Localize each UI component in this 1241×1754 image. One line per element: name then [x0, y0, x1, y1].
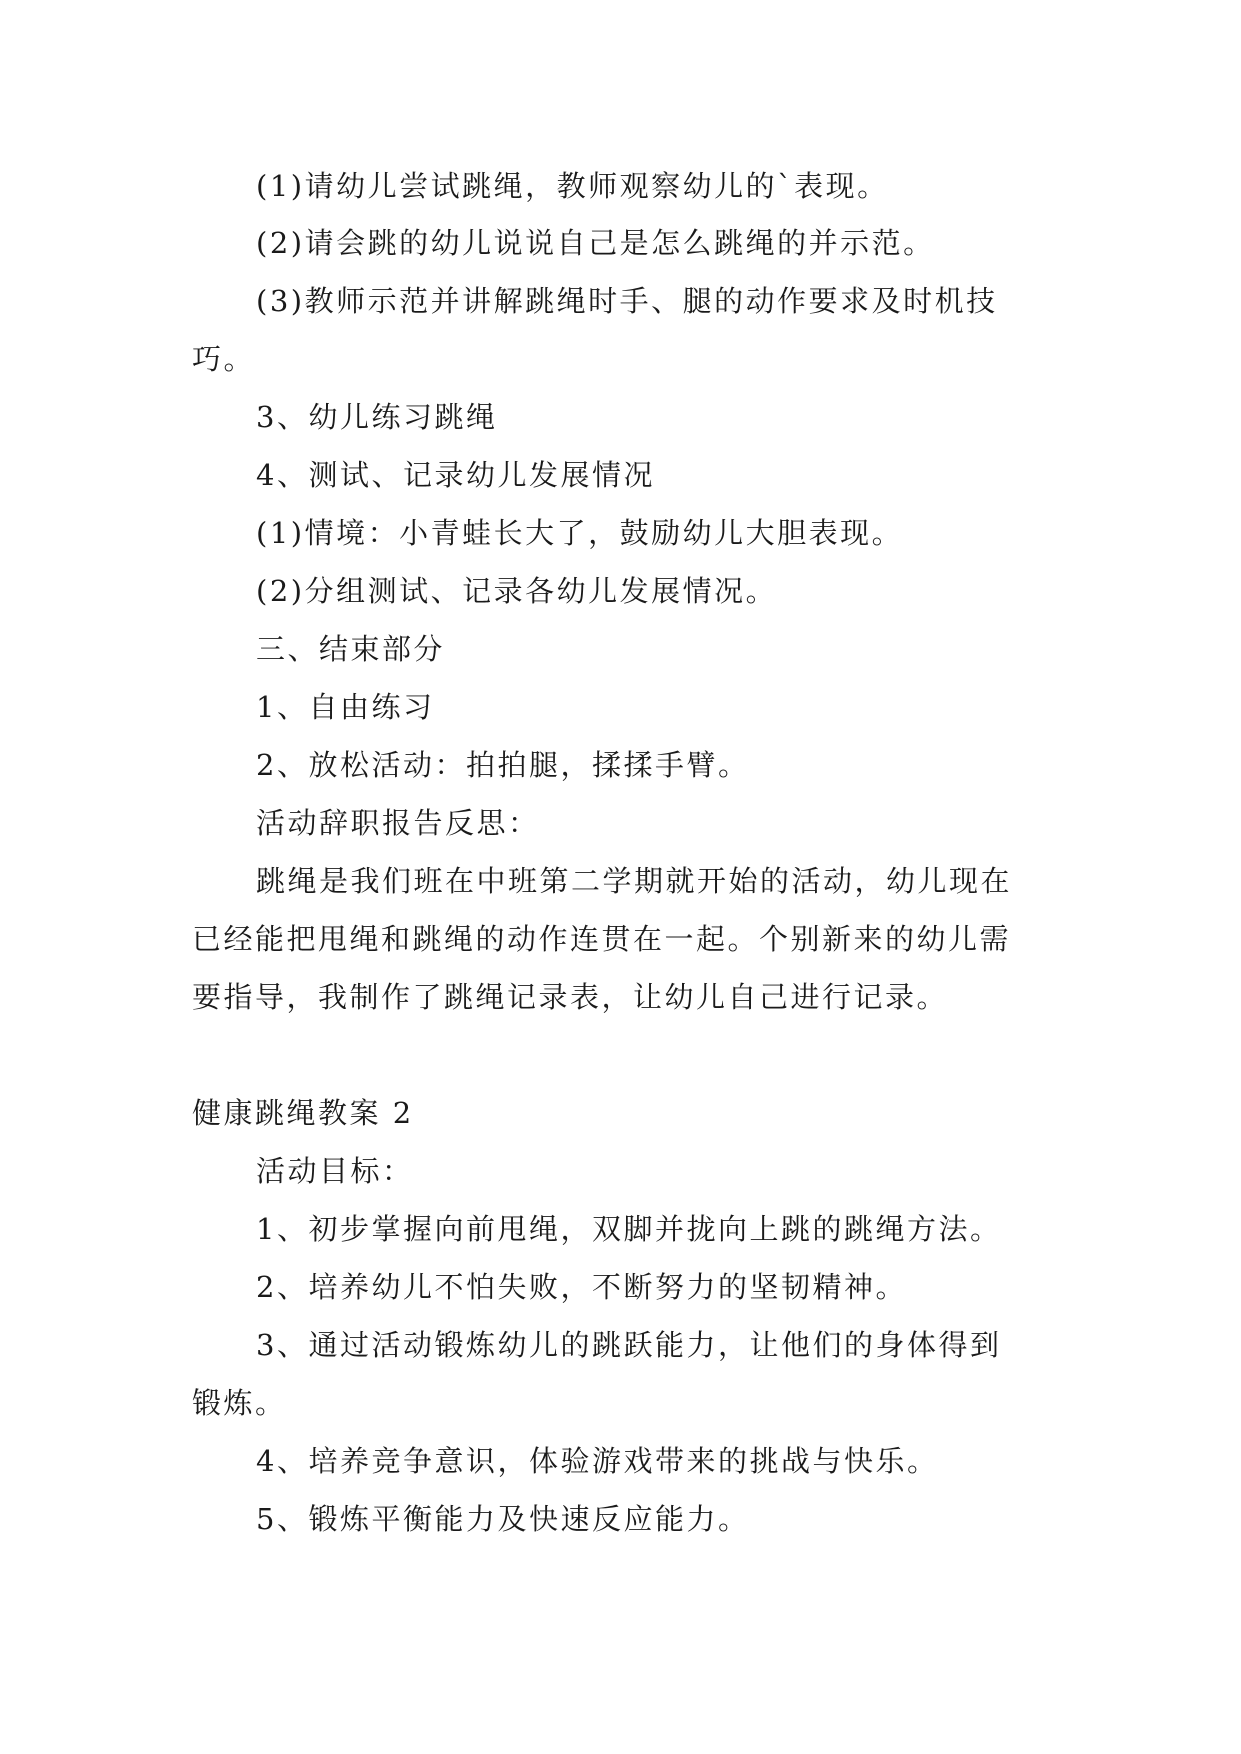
paragraph: 5、锻炼平衡能力及快速反应能力。	[256, 1502, 750, 1536]
paragraph: 2、培养幼儿不怕失败，不断努力的坚韧精神。	[256, 1270, 907, 1304]
paragraph: 2、放松活动：拍拍腿，揉揉手臂。	[256, 748, 750, 782]
paragraph: 活动目标：	[256, 1154, 414, 1188]
paragraph: (3)教师示范并讲解跳绳时手、腿的动作要求及时机技	[256, 284, 998, 318]
paragraph-continuation: 巧。	[192, 342, 256, 376]
paragraph: 3、幼儿练习跳绳	[256, 400, 498, 434]
paragraph: 4、测试、记录幼儿发展情况	[256, 458, 655, 492]
paragraph: (2)分组测试、记录各幼儿发展情况。	[256, 574, 778, 608]
paragraph: 跳绳是我们班在中班第二学期就开始的活动，幼儿现在	[256, 864, 1013, 898]
paragraph: (1)请幼儿尝试跳绳，教师观察幼儿的`表现。	[256, 169, 889, 203]
paragraph: (1)情境：小青蛙长大了，鼓励幼儿大胆表现。	[256, 516, 904, 550]
paragraph-continuation: 已经能把甩绳和跳绳的动作连贯在一起。个别新来的幼儿需	[192, 922, 1012, 956]
paragraph: 活动辞职报告反思：	[256, 806, 540, 840]
section-heading: 三、结束部分	[256, 632, 446, 666]
paragraph: 3、通过活动锻炼幼儿的跳跃能力，让他们的身体得到	[256, 1328, 1002, 1362]
paragraph: (2)请会跳的幼儿说说自己是怎么跳绳的并示范。	[256, 226, 935, 260]
document-heading: 健康跳绳教案 2	[192, 1096, 414, 1130]
paragraph: 1、初步掌握向前甩绳，双脚并拢向上跳的跳绳方法。	[256, 1212, 1002, 1246]
paragraph: 4、培养竞争意识，体验游戏带来的挑战与快乐。	[256, 1444, 939, 1478]
paragraph: 1、自由练习	[256, 690, 435, 724]
paragraph-continuation: 锻炼。	[192, 1386, 287, 1420]
paragraph-continuation: 要指导，我制作了跳绳记录表，让幼儿自己进行记录。	[192, 980, 949, 1014]
